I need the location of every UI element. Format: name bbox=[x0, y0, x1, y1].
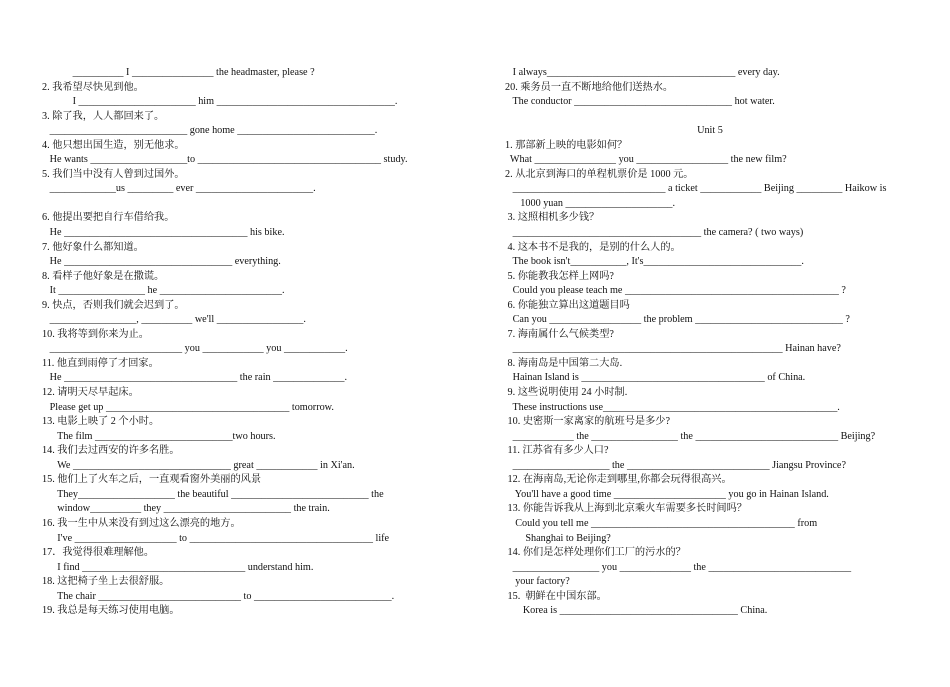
exercise-line: 13. 电影上映了 2 个小时。 bbox=[42, 416, 160, 428]
exercise-line: They___________________ the beautiful ___________________________ the bbox=[42, 488, 384, 500]
exercise-line: _____________________________________________________ Hainan have? bbox=[505, 343, 841, 355]
exercise-line: 9. 快点，否则我们就会迟到了。 bbox=[42, 299, 185, 311]
exercise-line bbox=[505, 110, 915, 125]
exercise-line: 2. 我希望尽快见到他。 bbox=[42, 81, 144, 93]
exercise-line: 7. 他好象什么都知道。 bbox=[42, 241, 144, 253]
exercise-line: 15. 朝鲜在中国东部。 bbox=[505, 590, 607, 602]
exercise-line: ___________________________ gone home ___________________________. bbox=[42, 125, 378, 137]
exercise-line: 6. 他提出要把自行车借给我。 bbox=[42, 212, 175, 224]
exercise-line: Shanghai to Beijing? bbox=[505, 532, 611, 544]
exercise-line: 10. 我将等到你来为止。 bbox=[42, 328, 149, 340]
exercise-line: 1. 那部新上映的电影如何？ bbox=[505, 139, 628, 151]
exercise-line: 10. 史密斯一家离家的航班号是多少? bbox=[505, 416, 670, 428]
exercise-line: 14. 你们是怎样处理你们工厂的污水的？ bbox=[505, 547, 686, 559]
exercise-line: The chair ____________________________ to ___________________________. bbox=[42, 590, 395, 602]
exercise-line: What ________________ you __________________ the new film? bbox=[505, 154, 787, 166]
exercise-line: He __________________________________ the rain ______________. bbox=[42, 372, 348, 384]
exercise-line: _________________ you ______________ the ____________________________ bbox=[505, 561, 852, 573]
exercise-line: 11. 江苏省有多少人口? bbox=[505, 445, 609, 457]
exercise-line: You'll have a good time ______________________ you go in Hainan Island. bbox=[505, 488, 829, 500]
exercise-line: 3. 这照相机多少钱？ bbox=[505, 212, 600, 224]
exercise-line: 20. 乘务员一直不断地给他们送热水。 bbox=[505, 81, 674, 93]
exercise-line: 18. 这把椅子坐上去很舒服。 bbox=[42, 576, 170, 588]
exercise-line: 11. 他直到雨停了才回家。 bbox=[42, 357, 159, 369]
exercise-line: He ____________________________________ his bike. bbox=[42, 227, 285, 239]
exercise-line bbox=[42, 197, 452, 212]
exercise-line: 3. 除了我，人人都回来了。 bbox=[42, 110, 165, 122]
exercise-line: The conductor _______________________________ hot water. bbox=[505, 96, 775, 108]
exercise-line: 7. 海南属什么气候类型? bbox=[505, 328, 614, 340]
exercise-line: He _________________________________ everything. bbox=[42, 256, 281, 268]
exercise-line: window__________ they _________________________ the train. bbox=[42, 503, 330, 515]
exercise-line: It _________________ he ________________________. bbox=[42, 285, 285, 297]
exercise-line: 12. 在海南岛,无论你走到哪里,你都会玩得很高兴。 bbox=[505, 474, 732, 486]
exercise-line: ____________ the _________________ the ____________________________ Beijing? bbox=[505, 430, 876, 442]
exercise-line: I find ________________________________ understand him. bbox=[42, 561, 314, 573]
exercise-line: Could you please teach me __________________________________________ ? bbox=[505, 285, 846, 297]
exercise-line: These instructions use______________________________________________. bbox=[505, 401, 840, 413]
exercise-line: I always_____________________________________ every day. bbox=[505, 67, 780, 78]
exercise-line: 15. 他们上了火车之后，一直观看窗外美丽的风景 bbox=[42, 474, 262, 486]
exercise-line: 12. 请明天尽早起床。 bbox=[42, 387, 139, 399]
exercise-line: 1000 yuan _____________________. bbox=[505, 197, 676, 209]
exercise-line: 4. 他只想出国生造，别无他求。 bbox=[42, 139, 185, 151]
exercise-line: I've ____________________ to ____________________________________ life bbox=[42, 532, 390, 544]
exercise-line: Can you __________________ the problem _____________________________ ? bbox=[505, 314, 850, 326]
exercise-line: Hainan Island is ____________________________________ of China. bbox=[505, 372, 806, 384]
exercise-line: ______________________________ a ticket ____________ Beijing _________ Haikow is bbox=[505, 183, 887, 195]
exercise-line: The book isn't___________, It's_______________________________. bbox=[505, 256, 804, 268]
exercise-line: ___________________ the ____________________________ Jiangsu Province? bbox=[505, 459, 846, 471]
exercise-line: Please get up ____________________________________ tomorrow. bbox=[42, 401, 334, 413]
exercise-line: 5. 你能教我怎样上网吗? bbox=[505, 270, 614, 282]
exercise-line: 5. 我们当中没有人曾到过国外。 bbox=[42, 168, 185, 180]
exercise-line: 8. 看样子他好象是在撒谎。 bbox=[42, 270, 165, 282]
exercise-line: 4. 这本书不是我的，是别的什么人的。 bbox=[505, 241, 681, 253]
exercise-line: 9. 这些说明使用 24 小时制. bbox=[505, 387, 628, 399]
exercise-line: 14. 我们去过西安的许多名胜。 bbox=[42, 445, 180, 457]
exercise-line: 6. 你能独立算出这道题目吗 bbox=[505, 299, 630, 311]
exercise-line: 8. 海南岛是中国第二大岛. bbox=[505, 357, 623, 369]
exercise-line: 16. 我一生中从来没有到过这么漂亮的地方。 bbox=[42, 517, 241, 529]
exercise-line: Could you tell me ________________________________________ from bbox=[505, 517, 818, 529]
left-column bbox=[42, 66, 452, 619]
exercise-line: The film ___________________________two hours. bbox=[42, 430, 276, 442]
exercise-line: _________________, __________ we'll _________________. bbox=[42, 314, 306, 326]
right-column bbox=[505, 66, 915, 619]
exercise-line: Korea is ___________________________________ China. bbox=[505, 605, 768, 617]
exercise-line: _____________________________________ the camera? ( two ways) bbox=[505, 227, 804, 239]
exercise-line: __________ I ________________ the headmaster, please ? bbox=[42, 67, 315, 78]
exercise-line: We _______________________________ great ____________ in Xi'an. bbox=[42, 459, 355, 471]
exercise-line: He wants ___________________to ____________________________________ study. bbox=[42, 154, 408, 166]
exercise-line: your factory? bbox=[505, 576, 570, 588]
unit-heading: Unit 5 bbox=[697, 125, 723, 137]
exercise-line: 13. 你能告诉我从上海到北京乘火车需要多长时间吗？ bbox=[505, 503, 747, 515]
exercise-line: _____________us _________ ever _______________________. bbox=[42, 183, 316, 195]
exercise-line: I _______________________ him ___________________________________. bbox=[42, 96, 398, 108]
exercise-line: __________________________ you ____________ you ____________. bbox=[42, 343, 348, 355]
exercise-line: 2. 从北京到海口的单程机票价是 1000 元。 bbox=[505, 168, 694, 180]
exercise-line: 17．我觉得很难理解他。 bbox=[42, 547, 155, 559]
exercise-line: 19. 我总是每天练习使用电脑。 bbox=[42, 605, 180, 617]
